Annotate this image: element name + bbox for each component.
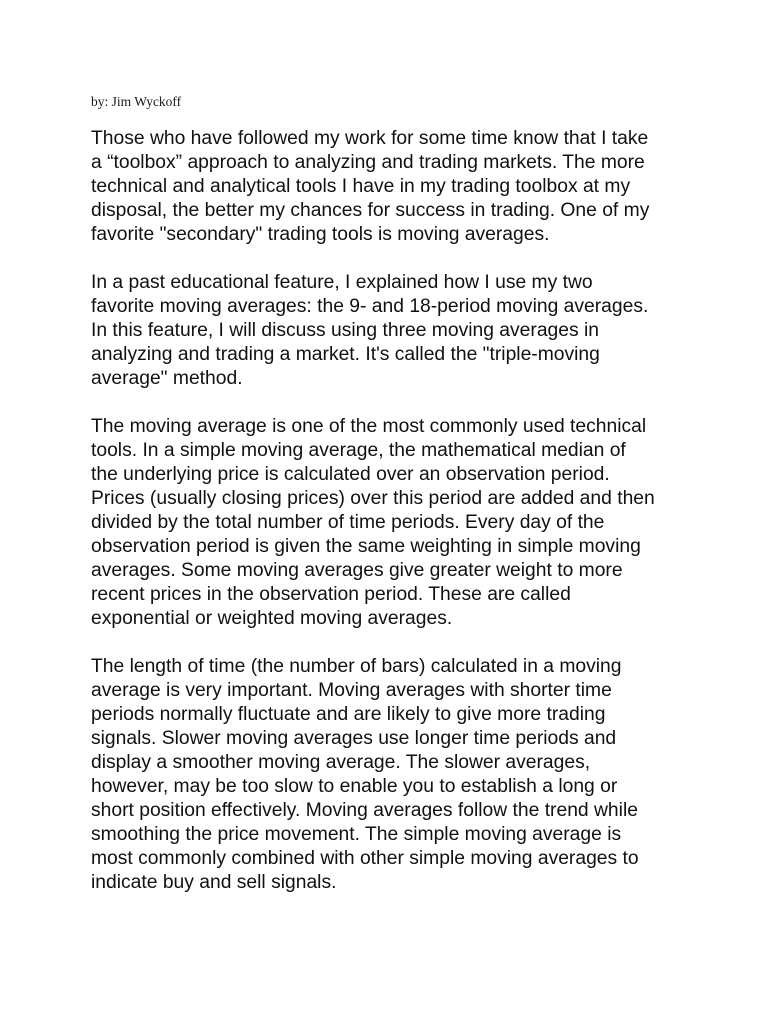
paragraph-toolbox <box>91 127 691 247</box>
text-line: analyzing and trading a market. It's called the "triple-moving <box>91 344 600 365</box>
text-line: average is very important. Moving averages with shorter time <box>91 680 612 701</box>
text-line: divided by the total number of time periods. Every day of the <box>91 512 605 533</box>
text-line: the underlying price is calculated over an observation period. <box>91 464 610 485</box>
text-line: short position effectively. Moving averages follow the trend while <box>91 800 638 821</box>
text-line: favorite moving averages: the 9- and 18-period moving averages. <box>91 296 649 317</box>
text-line: The length of time (the number of bars) calculated in a moving <box>91 656 622 677</box>
text-line: smoothing the price movement. The simple moving average is <box>91 824 622 845</box>
text-line: favorite "secondary" trading tools is moving averages. <box>91 224 550 245</box>
text-line: Those who have followed my work for some time know that I take <box>91 128 649 149</box>
text-line: Prices (usually closing prices) over this period are added and then <box>91 488 655 509</box>
text-line: averages. Some moving averages give greater weight to more <box>91 560 623 581</box>
text-line: most commonly combined with other simple moving averages to <box>91 848 639 869</box>
paragraph-moving-average-definition <box>91 415 691 631</box>
text-line: recent prices in the observation period. These are called <box>91 584 571 605</box>
text-line: The moving average is one of the most commonly used technical <box>91 416 647 437</box>
text-line: In a past educational feature, I explained how I use my two <box>91 272 593 293</box>
text-line: technical and analytical tools I have in my trading toolbox at my <box>91 176 631 197</box>
text-line: In this feature, I will discuss using three moving averages in <box>91 320 599 341</box>
article-body <box>91 127 691 919</box>
text-line: average" method. <box>91 368 243 389</box>
byline: by: Jim Wyckoff <box>91 94 182 109</box>
text-line: observation period is given the same weighting in simple moving <box>91 536 641 557</box>
paragraph-triple-moving-average <box>91 271 691 391</box>
text-line: tools. In a simple moving average, the mathematical median of <box>91 440 626 461</box>
text-line: exponential or weighted moving averages. <box>91 608 453 629</box>
text-line: a “toolbox” approach to analyzing and trading markets. The more <box>91 152 645 173</box>
text-line: however, may be too slow to enable you to establish a long or <box>91 776 618 797</box>
text-line: disposal, the better my chances for success in trading. One of my <box>91 200 650 221</box>
paragraph-length-of-time <box>91 655 691 895</box>
text-line: periods normally fluctuate and are likely to give more trading <box>91 704 606 725</box>
text-line: signals. Slower moving averages use longer time periods and <box>91 728 617 749</box>
text-line: indicate buy and sell signals. <box>91 872 337 893</box>
text-line: display a smoother moving average. The slower averages, <box>91 752 591 773</box>
